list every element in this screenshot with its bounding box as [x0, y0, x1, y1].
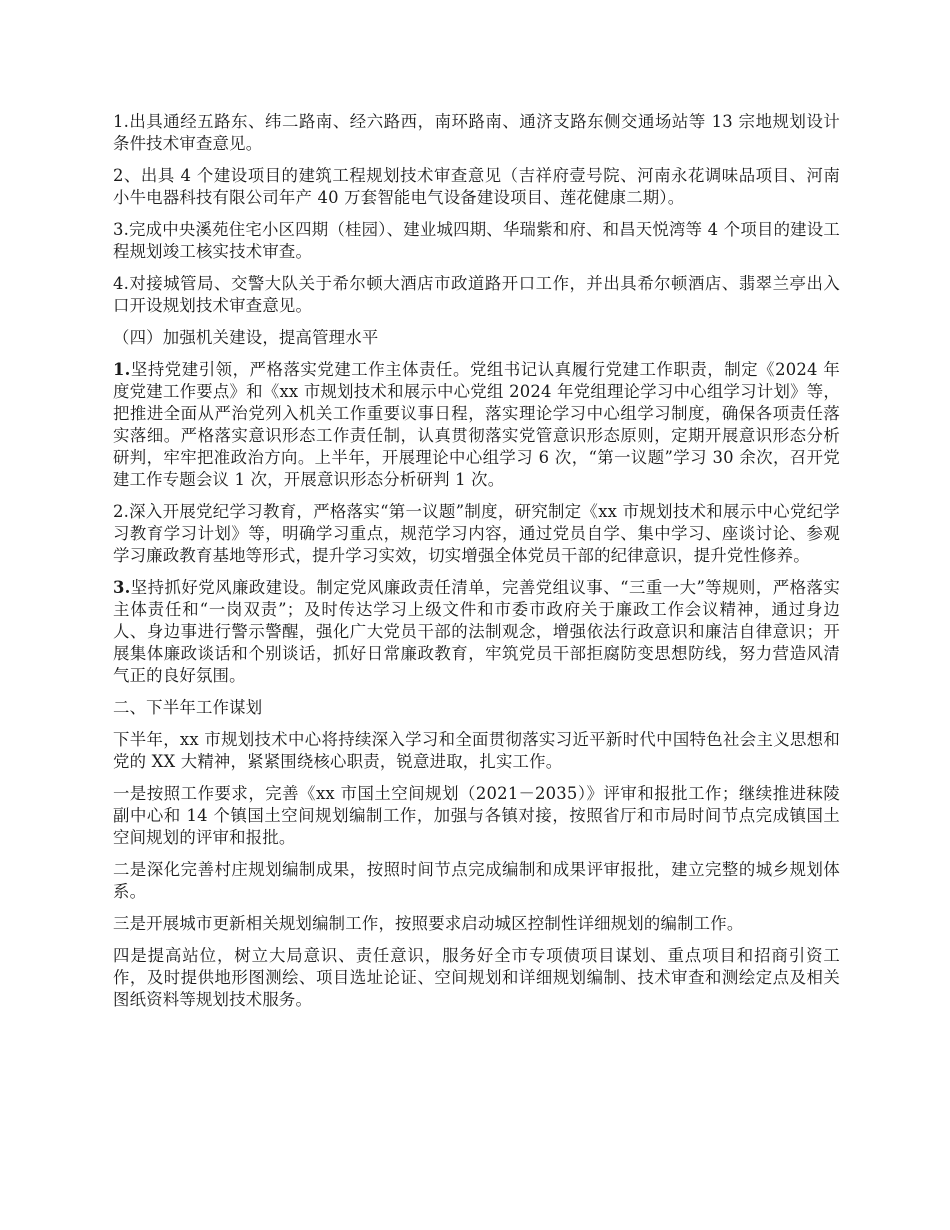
paragraph-plan-item-2 — [113, 859, 840, 903]
paragraph-text: 四是提高站位，树立大局意识、责任意识，服务好全市专项债项目谋划、重点项目和招商引资工作，及时提供地形图测绘、项目选址论证、空间规划和详细规划编制、技术审查和测绘定点及相关图纸资料等规划技术服务。 — [113, 946, 840, 1009]
paragraph-text: 三是开展城市更新相关规划编制工作，按照要求启动城区控制性详细规划的编制工作。 — [113, 914, 744, 933]
section-heading-organ-building — [113, 327, 840, 349]
paragraph-party-leadership — [113, 359, 840, 491]
paragraph-discipline-education — [113, 501, 840, 567]
paragraph-text: 坚持党建引领，严格落实党建工作主体责任。党组书记认真履行党建工作职责，制定《2024 年度党建工作要点》和《xx 市规划技术和展示中心党组 2024 年党组理论学习中心组学习计划》等，把推进全面从严治党列入机关工作重要议事日程，落实理论学习中心组学习制度，确保各项责任落实落细。严格落实意识形态工作责任制，认真贯彻落实党管意识形态原则，定期开展意识形态分析研判，牢牢把准政治方向。上半年，开展理论中心组学习 6 次，“第一议题”学习 30 余次，召开党建工作专题会议 1 次，开展意识形态分析研判 1 次。 — [113, 360, 840, 489]
paragraph-plan-item-3 — [113, 913, 840, 935]
heading-text: （四）加强机关建设，提高管理水平 — [113, 328, 379, 347]
paragraph-integrity-building — [113, 577, 840, 687]
paragraph-number: 3. — [113, 578, 131, 597]
paragraph-plan-item-1 — [113, 783, 840, 849]
paragraph-text: 1.出具通经五路东、纬二路南、经六路西，南环路南、通济支路东侧交通场站等 13 宗地规划设计条件技术审查意见。 — [113, 112, 840, 153]
paragraph-text: 4.对接城管局、交警大队关于希尔顿大酒店市政道路开口工作，并出具希尔顿酒店、翡翠兰亭出入口开设规划技术审查意见。 — [113, 274, 840, 315]
paragraph-text: 2.深入开展党纪学习教育，严格落实“第一议题”制度，研究制定《xx 市规划技术和展示中心党纪学习教育学习计划》等，明确学习重点，规范学习内容，通过党员自学、集中学习、座谈讨论、参观学习廉政教育基地等形式，提升学习实效，切实增强全体党员干部的纪律意识，提升党性修养。 — [113, 502, 840, 565]
paragraph-review-opinions-1 — [113, 111, 840, 155]
paragraph-plan-item-4 — [113, 945, 840, 1011]
paragraph-text: 二是深化完善村庄规划编制成果，按照时间节点完成编制和成果评审报批，建立完整的城乡规划体系。 — [113, 860, 840, 901]
paragraph-road-opening — [113, 273, 840, 317]
paragraph-number: 1. — [113, 360, 131, 379]
paragraph-text: 2、出具 4 个建设项目的建筑工程规划技术审查意见（吉祥府壹号院、河南永花调味品项目、河南小牛电器科技有限公司年产 40 万套智能电气设备建设项目、莲花健康二期）。 — [113, 166, 840, 207]
paragraph-second-half-intro — [113, 729, 840, 773]
paragraph-text: 坚持抓好党风廉政建设。制定党风廉政责任清单，完善党组议事、“三重一大”等规则，严格落实主体责任和“一岗双责”；及时传达学习上级文件和市委市政府关于廉政工作会议精神，通过身边人、身边事进行警示警醒，强化广大党员干部的法制观念，增强依法行政意识和廉洁自律意识；开展集体廉政谈话和个别谈话，抓好日常廉政教育，牢筑党员干部拒腐防变思想防线，努力营造风清气正的良好氛围。 — [113, 578, 840, 685]
document-body — [113, 111, 840, 1021]
paragraph-text: 下半年，xx 市规划技术中心将持续深入学习和全面贯彻落实习近平新时代中国特色社会主义思想和党的 XX 大精神，紧紧围绕核心职责，锐意进取，扎实工作。 — [113, 730, 840, 771]
paragraph-review-opinions-2 — [113, 165, 840, 209]
heading-text: 二、下半年工作谋划 — [113, 698, 263, 717]
section-heading-second-half-plan — [113, 697, 840, 719]
paragraph-text: 3.完成中央溪苑住宅小区四期（桂园）、建业城四期、华瑞紫和府、和昌天悦湾等 4 个项目的建设工程规划竣工核实技术审查。 — [113, 220, 840, 261]
paragraph-completion-check — [113, 219, 840, 263]
paragraph-text: 一是按照工作要求，完善《xx 市国土空间规划（2021－2035）》评审和报批工作；继续推进秣陵副中心和 14 个镇国土空间规划编制工作，加强与各镇对接，按照省厅和市局时间节点完成镇国土空间规划的评审和报批。 — [113, 784, 840, 847]
